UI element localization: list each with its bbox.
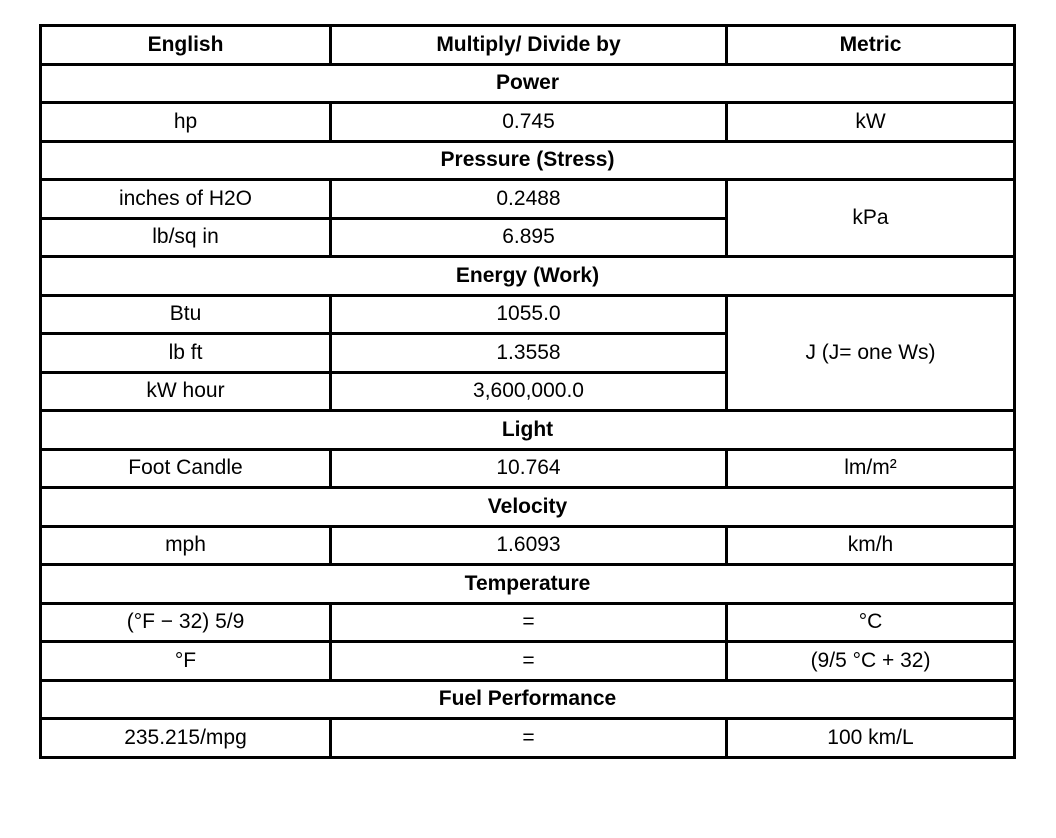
section-title: Velocity: [41, 488, 1015, 527]
english-unit-cell: Btu: [41, 295, 331, 334]
factor-cell: 1.3558: [331, 334, 727, 373]
section-title: Energy (Work): [41, 257, 1015, 296]
column-header-factor: Multiply/ Divide by: [331, 26, 727, 65]
factor-cell: =: [331, 642, 727, 681]
section-title: Pressure (Stress): [41, 141, 1015, 180]
metric-unit-cell: lm/m²: [727, 449, 1015, 488]
section-row-light: [41, 411, 1015, 450]
factor-cell: 1.6093: [331, 526, 727, 565]
section-row-fuel: [41, 680, 1015, 719]
table-row: [41, 180, 1015, 219]
section-title: Temperature: [41, 565, 1015, 604]
factor-cell: 1055.0: [331, 295, 727, 334]
metric-unit-cell: °C: [727, 603, 1015, 642]
table-row: [41, 642, 1015, 681]
english-unit-cell: lb/sq in: [41, 218, 331, 257]
metric-unit-cell: (9/5 °C + 32): [727, 642, 1015, 681]
section-row-power: [41, 64, 1015, 103]
factor-cell: 0.2488: [331, 180, 727, 219]
metric-unit-cell: kPa: [727, 180, 1015, 257]
table-row: [41, 526, 1015, 565]
table-row: [41, 719, 1015, 758]
section-title: Power: [41, 64, 1015, 103]
metric-unit-cell: km/h: [727, 526, 1015, 565]
english-unit-cell: (°F − 32) 5/9: [41, 603, 331, 642]
english-unit-cell: inches of H2O: [41, 180, 331, 219]
metric-unit-cell: kW: [727, 103, 1015, 142]
section-row-energy: [41, 257, 1015, 296]
metric-unit-cell: J (J= one Ws): [727, 295, 1015, 411]
column-header-english: English: [41, 26, 331, 65]
section-row-velocity: [41, 488, 1015, 527]
english-unit-cell: mph: [41, 526, 331, 565]
section-row-pressure: [41, 141, 1015, 180]
metric-unit-cell: 100 km/L: [727, 719, 1015, 758]
english-unit-cell: 235.215/mpg: [41, 719, 331, 758]
factor-cell: =: [331, 719, 727, 758]
header-row: [41, 26, 1015, 65]
english-unit-cell: °F: [41, 642, 331, 681]
factor-cell: =: [331, 603, 727, 642]
factor-cell: 6.895: [331, 218, 727, 257]
factor-cell: 3,600,000.0: [331, 372, 727, 411]
table-row: [41, 449, 1015, 488]
english-unit-cell: hp: [41, 103, 331, 142]
english-unit-cell: Foot Candle: [41, 449, 331, 488]
english-unit-cell: kW hour: [41, 372, 331, 411]
table-row: [41, 603, 1015, 642]
english-unit-cell: lb ft: [41, 334, 331, 373]
factor-cell: 10.764: [331, 449, 727, 488]
conversion-table: [39, 24, 1016, 759]
section-title: Light: [41, 411, 1015, 450]
column-header-metric: Metric: [727, 26, 1015, 65]
factor-cell: 0.745: [331, 103, 727, 142]
section-title: Fuel Performance: [41, 680, 1015, 719]
section-row-temperature: [41, 565, 1015, 604]
table-row: [41, 103, 1015, 142]
table-row: [41, 295, 1015, 334]
